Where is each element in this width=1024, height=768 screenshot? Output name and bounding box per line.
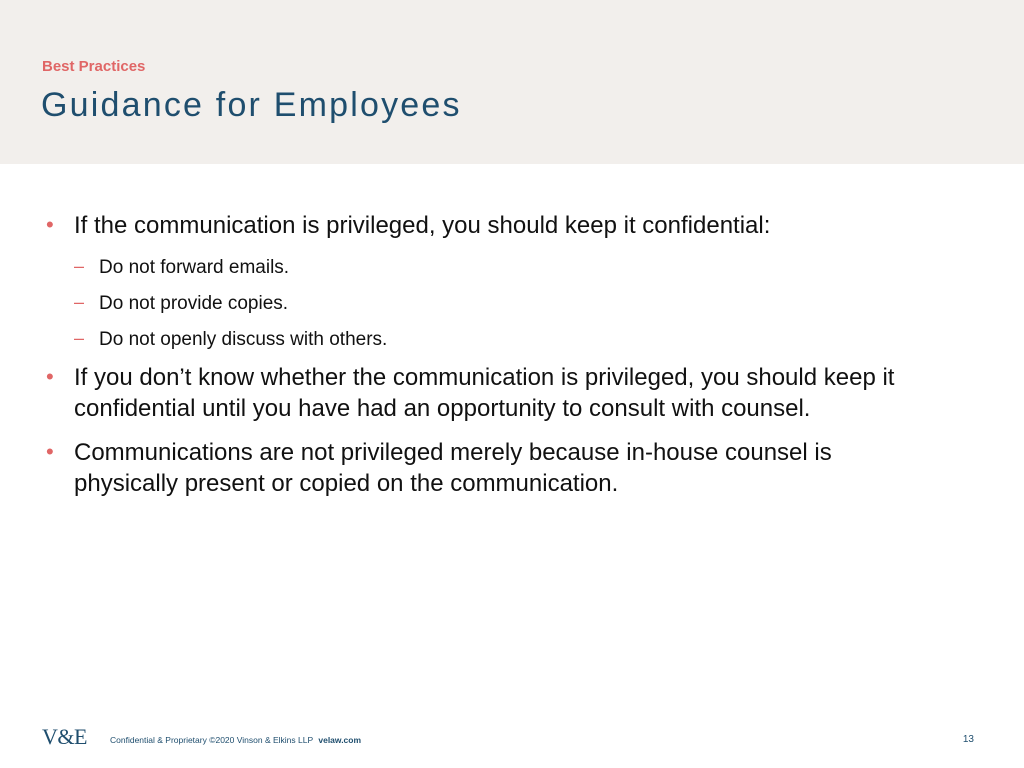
company-logo: V&E: [42, 724, 87, 749]
section-label: Best Practices: [42, 58, 146, 75]
sub-bullet-item: [0, 256, 1024, 280]
bullet-text: If the communication is privileged, you should keep it confidential:: [74, 212, 771, 239]
bullet-text: Communications are not privileged merely because in-house counsel is physically present or copied on the communication.: [74, 439, 832, 497]
dash-icon: –: [74, 292, 85, 312]
footer-notice: [110, 735, 361, 745]
bullet-dot-icon: •: [46, 364, 54, 389]
bullet-item: [0, 362, 934, 424]
copyright-text: Confidential & Proprietary ©2020 Vinson & Elkins LLP: [110, 735, 313, 745]
bullet-item: [0, 437, 934, 499]
bullet-dot-icon: •: [46, 212, 54, 237]
sub-bullet-item: [0, 328, 1024, 352]
dash-icon: –: [74, 256, 85, 276]
slide-header: [0, 0, 1024, 164]
sub-bullet-text: Do not provide copies.: [99, 293, 289, 314]
page-title: Guidance for Employees: [41, 86, 462, 124]
bullet-list: [0, 210, 1024, 512]
page-number: 13: [962, 734, 974, 745]
bullet-text: If you don’t know whether the communication is privileged, you should keep it confidential until you have had an opportunity to consult with counsel.: [74, 364, 895, 422]
bullet-item: [0, 210, 934, 241]
sub-bullet-list: [0, 256, 1024, 352]
bullet-dot-icon: •: [46, 439, 54, 464]
sub-bullet-text: Do not openly discuss with others.: [99, 329, 388, 350]
website-link[interactable]: velaw.com: [318, 735, 362, 745]
dash-icon: –: [74, 328, 85, 348]
sub-bullet-text: Do not forward emails.: [99, 257, 290, 278]
sub-bullet-item: [0, 292, 1024, 316]
